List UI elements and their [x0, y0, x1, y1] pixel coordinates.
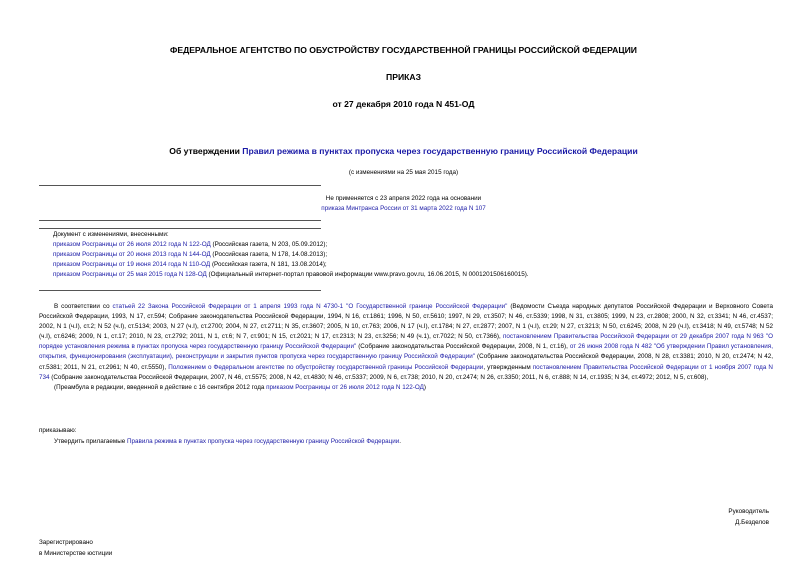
divider-line	[39, 290, 321, 291]
divider-line	[39, 220, 321, 221]
changes-intro: Документ с изменениями, внесенными:	[53, 231, 169, 238]
decree-link[interactable]: постановлением Правительства Российской Федерации от 1 ноября 2007 года N 734	[39, 363, 773, 381]
decree-link[interactable]: от 26 июня 2008 года N 482 "Об утверждении Правил установления, открытия, функционирования (эксплуатации), реконструкции и закрытия пунктов пропуска через государственную границу Российской Федерации"	[39, 343, 773, 361]
divider-line	[39, 228, 321, 229]
doc-title-prefix: Об утверждении	[169, 146, 243, 156]
order-link[interactable]: приказом Росграницы от 26 июля 2012 года N 122-ОД	[266, 383, 424, 391]
change-link[interactable]: приказом Росграницы от 20 июня 2013 года N 144-ОД	[53, 250, 211, 258]
preamble	[39, 302, 773, 393]
status-link[interactable]: приказа Минтранса России от 31 марта 2022 года N 107	[321, 204, 486, 212]
doc-type: ПРИКАЗ	[386, 72, 421, 82]
registration-line: в Министерстве юстиции	[39, 550, 113, 557]
preamble-paragraph: В соответствии со статьей 22 Закона Российской Федерации от 1 апреля 1993 года N 4730-1 "О Государственной границе Российской Федерации" (Ведомости Съезда народных депутатов Российской Федерации и Верховного Совета Российской Федерации, 1993, N 17, ст.594; Собрание законодательства Российской Федерации, 1994, N 16, ст.1861; 1996, N 50, ст.5610; 1997, N 29, ст.3507; N 46, ст.5339; 1998, N 31, ст.3805; 1999, N 23, ст.2808; 2000, N 32, ст.3341; N 46, ст.4537; 2002, N 1 (ч.I), ст.2; N 52 (ч.I), ст.5134; 2003, N 27 (ч.I), ст.2700; 2004, N 27, ст.2711; N 35, ст.3607; 2005, N 10, ст.763; 2006, N 17 (ч.I), ст.1784; N 27, ст.2877; 2007, N 1 (ч.I), ст.29; N 27, ст.3213; N 50, ст.6245; 2008, N 29 (ч.I), ст.3418; N 49, ст.5748; N 52 (ч.I), ст.6246; 2009, N 1, ст.17; 2010, N 23, ст.2792; 2011, N 1, ст.6; N 7, ст.901; N 15, ст.2021; N 17, ст.2313; N 23, ст.3256; N 49 (ч.1), ст.7022; N 50, ст.7366), постановлением Правительства Российской Федерации от 29 декабря 2007 года N 963 "О порядке установления режима в пунктах пропуска через государственную границу Российской Федерации" (Собрание законодательства Российской Федерации, 2008, N 1, ст.16), от 26 июня 2008 года N 482 "Об утверждении Правил установления, открытия, функционирования (эксплуатации), реконструкции и закрытия пунктов пропуска через государственную границу Российской Федерации" (Собрание законодательства Российской Федерации, 2008, N 28, ст.3381; 2010, N 20, ст.2474; N 42, ст.5381; 2011, N 21, ст.2961; N 40, ст.5550), Положением о Федеральном агентстве по обустройству государственной границы Российской Федерации, утвержденным постановлением Правительства Российской Федерации от 1 ноября 2007 года N 734 (Собрание законодательства Российской Федерации, 2007, N 46, ст.5575; 2008, N 42, ст.4830; N 46, ст.5337; 2009, N 6, ст.738; 2010, N 20, ст.2474; N 26, ст.3350; 2011, N 6, ст.888; N 14, ст.1935; N 34, ст.4972; 2012, N 5, ст.608),	[39, 303, 774, 381]
rules-link[interactable]: Правила режима в пунктах пропуска через государственную границу Российской Федерации	[127, 438, 400, 445]
registration-block	[39, 537, 112, 559]
decree-link[interactable]: постановлением Правительства Российской Федерации от 29 декабря 2007 года N 963 "О порядке установления режима в пунктах пропуска через государственную границу Российской Федерации"	[39, 333, 774, 351]
status-line: Не применяется с 23 апреля 2022 года на основании	[325, 195, 482, 202]
amendment-note: (с изменениями на 25 мая 2015 года)	[348, 169, 459, 176]
change-link[interactable]: приказом Росграницы от 19 июня 2014 года N 110-ОД	[53, 260, 211, 268]
list-item: приказом Росграницы от 25 мая 2015 года N 128-ОД (Официальный интернет-портал правовой информации www.pravo.gov.ru, 16.06.2015, N 0001201506160015).	[53, 270, 529, 278]
signature-block	[728, 506, 769, 528]
change-link[interactable]: приказом Росграницы от 25 мая 2015 года N 128-ОД	[53, 270, 207, 278]
doc-date-number: от 27 декабря 2010 года N 451-ОД	[332, 99, 475, 109]
changes-list	[53, 230, 773, 280]
signer-name: Д.Безделов	[735, 519, 769, 526]
preamble-note: (Преамбула в редакции, введенной в действие с 16 сентября 2012 года приказом Росграницы от 26 июля 2012 года N 122-ОД)	[54, 383, 426, 391]
status-notice	[0, 194, 807, 214]
list-item: приказом Росграницы от 20 июня 2013 года N 144-ОД (Российская газета, N 178, 14.08.2013);	[53, 250, 328, 258]
regulation-link[interactable]: Положением о Федеральном агентстве по обустройству государственной границы Российской Федерации	[168, 363, 484, 371]
approval-paragraph: Утвердить прилагаемые Правила режима в пунктах пропуска через государственную границу Российской Федерации.	[54, 438, 402, 445]
signer-role: Руководитель	[728, 508, 769, 515]
order-word: приказываю:	[39, 427, 77, 434]
agency-name: ФЕДЕРАЛЬНОЕ АГЕНТСТВО ПО ОБУСТРОЙСТВУ ГОСУДАРСТВЕННОЙ ГРАНИЦЫ РОССИЙСКОЙ ФЕДЕРАЦИИ	[170, 45, 637, 55]
doc-title	[0, 146, 807, 156]
divider-line	[39, 185, 321, 186]
registration-line: Зарегистрировано	[39, 539, 93, 546]
change-link[interactable]: приказом Росграницы от 26 июля 2012 года N 122-ОД	[53, 240, 211, 248]
list-item: приказом Росграницы от 19 июня 2014 года N 110-ОД (Российская газета, N 181, 13.08.2014);	[53, 260, 327, 268]
law-link[interactable]: статьей 22 Закона Российской Федерации от 1 апреля 1993 года N 4730-1 "О Государственной границе Российской Федерации"	[112, 303, 508, 310]
list-item: приказом Росграницы от 26 июля 2012 года N 122-ОД (Российская газета, N 203, 05.09.2012);	[53, 240, 328, 248]
doc-title-link[interactable]: Правил режима в пунктах пропуска через государственную границу Российской Федерации	[242, 146, 638, 156]
